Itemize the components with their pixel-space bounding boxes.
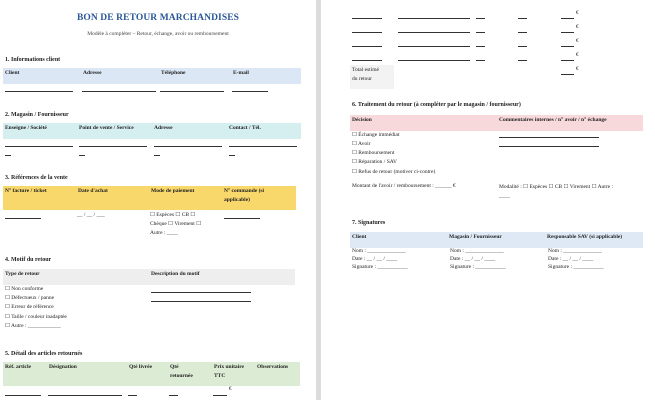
header-date-achat: Date d'achat: [78, 188, 108, 194]
row-qte-retournee[interactable]: [518, 46, 527, 47]
header-email: E-mail: [233, 70, 249, 76]
header-type-retour: Type de retour: [5, 271, 40, 277]
section-2-header: [3, 123, 301, 139]
row-ref[interactable]: [352, 60, 382, 61]
option-non-conforme[interactable]: ☐ Non conforme: [5, 286, 44, 292]
row-qte-livree[interactable]: [476, 46, 485, 47]
point-de-vente-field[interactable]: [79, 146, 147, 147]
header-prix-unitaire: Prix unitaire: [214, 364, 244, 370]
header-adresse: Adresse: [83, 70, 102, 76]
row-prix[interactable]: [561, 46, 574, 47]
row-currency: €: [576, 24, 579, 30]
option-autre[interactable]: ☐ Autre : ____________: [5, 323, 61, 329]
payment-other-field[interactable]: Autre : ____: [150, 230, 178, 236]
date-achat-field[interactable]: __ / __ / ___: [77, 212, 105, 218]
option-remboursement[interactable]: ☐ Remboursement: [352, 150, 395, 156]
header-qte-livree: Qté livrée: [129, 364, 153, 370]
client-field[interactable]: [5, 91, 73, 92]
magasin-nom-field[interactable]: Nom : ______________: [450, 248, 504, 254]
row-ref[interactable]: [352, 18, 382, 19]
document-title: BON DE RETOUR MARCHANDISES: [76, 13, 240, 23]
option-refus-retour[interactable]: ☐ Refus de retour (motiver ci-contre): [352, 169, 436, 175]
section-3-header: [3, 186, 296, 210]
option-erreur-reference[interactable]: ☐ Erreur de référence: [5, 304, 54, 310]
client-signature-field[interactable]: Signature : ___________: [352, 264, 408, 270]
header-sig-sav: Responsable SAV (si applicable): [547, 234, 623, 240]
commande-field[interactable]: [224, 218, 260, 219]
header-contact: Contact / Tél.: [229, 125, 261, 131]
enseigne-field[interactable]: [5, 146, 73, 147]
header-prix-unitaire-line2: TTC: [214, 373, 226, 379]
header-qte-retournee-line2: retournée: [170, 373, 193, 379]
row-designation[interactable]: [398, 60, 470, 61]
header-sig-magasin: Magasin / Fournisseur: [449, 234, 502, 240]
section-7-header: [350, 232, 643, 248]
sav-signature-field[interactable]: Signature : ___________: [548, 264, 604, 270]
row-1-designation[interactable]: [48, 395, 122, 396]
section-6-title: 6. Traitement du retour (à compléter par le magasin / fournisseur): [352, 102, 521, 108]
row-designation[interactable]: [398, 32, 470, 33]
point-de-vente-field-2[interactable]: [79, 155, 85, 156]
row-currency: €: [576, 38, 579, 44]
payment-options-line-2[interactable]: Chèque ☐ Virement ☐: [150, 221, 202, 227]
magasin-date-field[interactable]: Date : __ / __ / ____: [450, 256, 496, 262]
enseigne-field-2[interactable]: [5, 155, 11, 156]
row-designation[interactable]: [398, 46, 470, 47]
section-1-header: [3, 68, 301, 84]
commentaires-line-1[interactable]: [499, 137, 599, 138]
option-echange-immediat[interactable]: ☐ Échange immédiat: [352, 132, 400, 138]
row-designation[interactable]: [398, 18, 470, 19]
total-currency: €: [576, 66, 579, 72]
row-currency: €: [576, 52, 579, 58]
option-defectueux[interactable]: ☐ Défectueux / panne: [5, 295, 55, 301]
document-subtitle: Modèle à compléter – Retour, échange, avoir ou remboursement: [87, 31, 229, 37]
row-qte-livree[interactable]: [476, 18, 485, 19]
header-facture: N° facture / ticket: [5, 188, 47, 194]
section-4-title: 4. Motif du retour: [5, 257, 52, 263]
header-description-motif: Description du motif: [151, 271, 200, 277]
header-mode-paiement: Mode de paiement: [151, 188, 195, 194]
header-qte-retournee: Qté: [170, 364, 179, 370]
total-field[interactable]: [561, 74, 574, 75]
section-2-title: 2. Magasin / Fournisseur: [5, 112, 69, 118]
email-field[interactable]: [232, 91, 268, 92]
commentaires-line-2[interactable]: [499, 146, 599, 147]
sav-date-field[interactable]: Date : __ / __ / ____: [548, 256, 594, 262]
row-prix[interactable]: [561, 18, 574, 19]
row-qte-retournee[interactable]: [518, 60, 527, 61]
telephone-field[interactable]: [160, 91, 224, 92]
adresse-magasin-field[interactable]: [154, 146, 222, 147]
header-decision: Décision: [352, 117, 372, 123]
document-page-left: [0, 0, 316, 400]
contact-field[interactable]: [229, 146, 297, 147]
header-commentaires: Commentaires internes / n° avoir / n° échange: [499, 117, 607, 123]
description-motif-line-1[interactable]: [151, 292, 251, 293]
header-client: Client: [5, 70, 20, 76]
header-point-de-vente: Point de vente / Service: [79, 125, 134, 131]
description-motif-line-2[interactable]: [151, 301, 251, 302]
option-reparation-sav[interactable]: ☐ Réparation / SAV: [352, 159, 398, 165]
row-qte-livree[interactable]: [476, 32, 485, 33]
row-qte-retournee[interactable]: [518, 18, 527, 19]
section-5-header: [3, 362, 300, 386]
row-prix[interactable]: [561, 60, 574, 61]
section-1-title: 1. Informations client: [5, 57, 61, 63]
sav-nom-field[interactable]: Nom : ______________: [548, 248, 602, 254]
section-6-header: [350, 115, 643, 131]
option-avoir[interactable]: ☐ Avoir: [352, 141, 371, 147]
row-prix[interactable]: [561, 32, 574, 33]
header-commande-line2: applicable): [224, 197, 250, 203]
adresse-field[interactable]: [82, 91, 156, 92]
total-label-line-1: Total estimé: [352, 67, 379, 73]
adresse-magasin-field-2[interactable]: [154, 155, 160, 156]
section-4-header: [3, 269, 295, 285]
magasin-signature-field[interactable]: Signature : ___________: [450, 264, 506, 270]
modalite-autre-field[interactable]: ____: [499, 193, 510, 199]
row-1-ref[interactable]: [5, 395, 41, 396]
modalite-options[interactable]: Modalité : ☐ Espèces ☐ CB ☐ Virement ☐ Autre :: [499, 184, 613, 190]
total-label-line-2: du retour: [352, 76, 373, 82]
client-date-field[interactable]: Date : __ / __ / ____: [352, 256, 398, 262]
row-1-prix[interactable]: [213, 395, 227, 396]
header-ref-article: Réf. article: [5, 364, 31, 370]
document-page-right: [321, 0, 655, 400]
header-sig-client: Client: [352, 234, 367, 240]
header-designation: Désignation: [49, 364, 77, 370]
option-taille-couleur[interactable]: ☐ Taille / couleur inadaptée: [5, 314, 67, 320]
header-adresse: Adresse: [154, 125, 173, 131]
section-7-title: 7. Signatures: [352, 220, 386, 226]
row-ref[interactable]: [352, 32, 382, 33]
row-currency: €: [576, 10, 579, 16]
row-1-currency: €: [229, 386, 232, 392]
header-enseigne: Enseigne / Société: [5, 125, 47, 131]
header-telephone: Téléphone: [161, 70, 186, 76]
facture-field[interactable]: [5, 218, 41, 219]
row-qte-livree[interactable]: [476, 60, 485, 61]
payment-options-line-1[interactable]: ☐ Espèces ☐ CB ☐: [150, 212, 196, 218]
row-qte-retournee[interactable]: [518, 32, 527, 33]
section-3-title: 3. Références de la vente: [5, 175, 68, 181]
client-nom-field[interactable]: Nom : ______________: [352, 248, 406, 254]
header-commande: N° commande (si: [224, 188, 265, 194]
montant-avoir-field[interactable]: Montant de l'avoir / remboursement : ______ €: [352, 183, 456, 189]
row-1-qte-livree[interactable]: [128, 395, 137, 396]
section-5-title: 5. Détail des articles retournés: [5, 351, 83, 357]
row-1-qte-retournee[interactable]: [169, 395, 178, 396]
contact-field-2[interactable]: [229, 155, 235, 156]
header-observations: Observations: [257, 364, 289, 370]
row-ref[interactable]: [352, 46, 382, 47]
